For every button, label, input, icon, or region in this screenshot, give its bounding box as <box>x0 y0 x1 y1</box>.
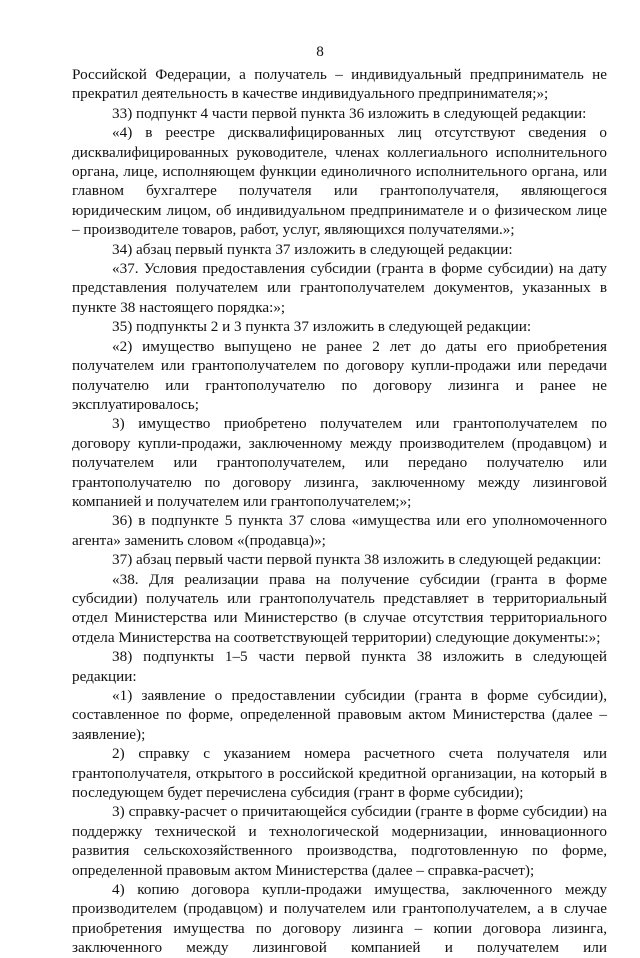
paragraph: 34) абзац первый пункта 37 изложить в следующей редакции: <box>112 240 513 258</box>
paragraph: 3) справку-расчет о причитающейся субсидии (гранте в форме субсидии) на поддержку технической и технологической модернизации, инновационного развития сельскохозяйственного производства, подготовленную по форме, определенной правовым актом Министерства (далее – справка-расчет); <box>72 803 607 879</box>
paragraph: 33) подпункт 4 части первой пункта 36 изложить в следующей редакции: <box>112 104 587 122</box>
paragraph: «38. Для реализации права на получение субсидии (гранта в форме субсидии) получатель или грантополучатель представляет в территориальный отдел Министерства или Министерство (в случае отсутствия территориального отдела Министерства на соответствующей территории) следующие документы:»; <box>72 570 607 646</box>
paragraph: «37. Условия предоставления субсидии (гранта в форме субсидии) на дату представления получателем или грантополучателем документов, указанных в пункте 38 настоящего порядка:»; <box>72 260 607 316</box>
paragraph: 38) подпункты 1–5 части первой пункта 38 изложить в следующей редакции: <box>72 648 607 685</box>
paragraph: Российской Федерации, а получатель – индивидуальный предприниматель не прекратил деятельность в качестве индивидуального предпринимателя;»; <box>72 66 607 103</box>
paragraph: 4) копию договора купли-продажи имущества, заключенного между производителем (продавцом) и получателем или грантополучателем, а в случае приобретения имущества по договору лизинга – копии договора лизинга, заключенного между лизинговой компанией и получателем или <box>72 881 607 957</box>
page-number: 8 <box>316 43 324 60</box>
paragraph: 35) подпункты 2 и 3 пункта 37 изложить в следующей редакции: <box>112 318 532 336</box>
paragraph: 2) справку с указанием номера расчетного счета получателя или грантополучателя, открытого в российской кредитной организации, на который в последующем будет перечислена субсидия (грант в форме субсидии); <box>72 745 607 802</box>
paragraph: «4) в реестре дисквалифицированных лиц отсутствуют сведения о дисквалифицированных руководителе, членах коллегиального исполнительного органа, лице, исполняющем функции единоличного исполнительного органа, или главном бухгалтере получателя или грантополучателя, являющегося юридическим лицом, об индивидуальном предпринимателе и о физическом лице – производителе товаров, работ, услуг, являющихся получателями.»; <box>72 124 607 239</box>
document-body <box>72 65 607 958</box>
paragraph: 37) абзац первый части первой пункта 38 изложить в следующей редакции: <box>112 551 602 569</box>
paragraph: 3) имущество приобретено получателем или грантополучателем по договору купли-продажи, заключенному между производителем (продавцом) и получателем или грантополучателем, или передано получателю или грантополучателю по договору лизинга, заключенному между лизинговой компанией и получателем или грантополучателем;»; <box>72 415 607 510</box>
paragraph: «1) заявление о предоставлении субсидии (гранта в форме субсидии), составленное по форме, определенной правовым актом Министерства (далее – заявление); <box>72 687 607 743</box>
paragraph: 36) в подпункте 5 пункта 37 слова «имущества или его уполномоченного агента» заменить словом «(продавца)»; <box>72 512 607 549</box>
paragraph: «2) имущество выпущено не ранее 2 лет до даты его приобретения получателем или грантополучателем по договору купли-продажи или передачи получателю или грантополучателю по договору лизинга и ранее не эксплуатировалось; <box>72 337 607 413</box>
